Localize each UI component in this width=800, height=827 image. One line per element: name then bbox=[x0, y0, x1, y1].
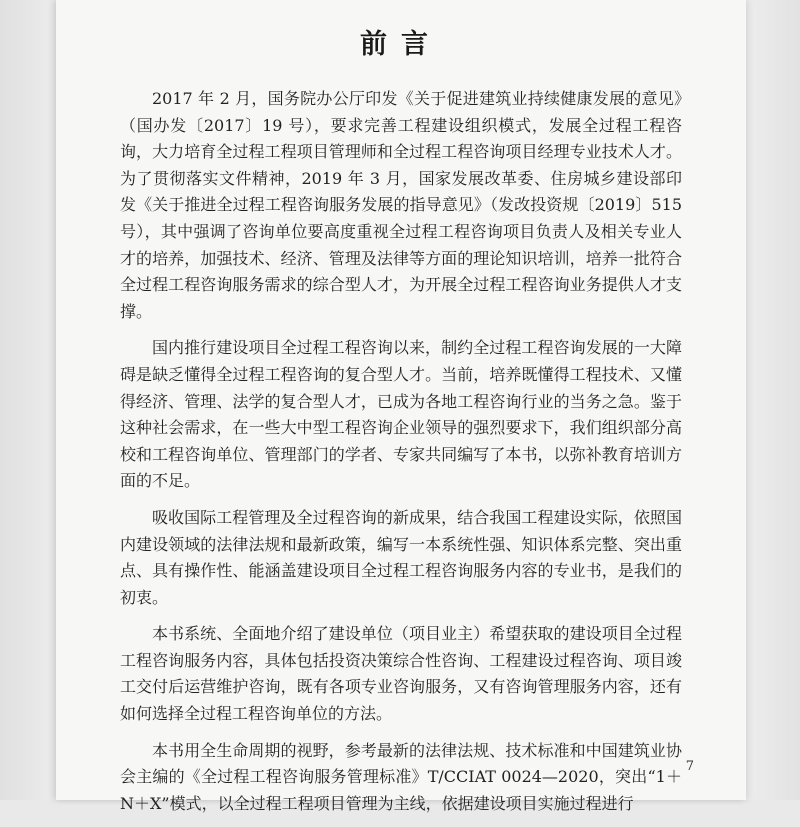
paragraph-4: 本书系统、全面地介绍了建设单位（项目业主）希望获取的建设项目全过程工程咨询服务内容，具体包括投资决策综合性咨询、工程建设过程咨询、项目竣工交付后运营维护咨询，既有各项专业咨询服务，又有咨询管理服务内容，还有如何选择全过程工程咨询单位的方法。 bbox=[120, 624, 682, 724]
document-page bbox=[56, 0, 746, 813]
left-page-margin bbox=[0, 0, 56, 800]
paragraph-3: 吸收国际工程管理及全过程咨询的新成果，结合我国工程建设实际，依照国内建设领域的法律法规和最新政策，编写一本系统性强、知识体系完整、突出重点、具有操作性、能涵盖建设项目全过程工程咨询服务内容的专业书，是我们的初衷。 bbox=[120, 507, 682, 607]
paragraph-2: 国内推行建设项目全过程工程咨询以来，制约全过程工程咨询发展的一大障碍是缺乏懂得全过程工程咨询的复合型人才。当前，培养既懂得工程技术、又懂得经济、管理、法学的复合型人才，已成为各地工程咨询行业的当务之急。鉴于这种社会需求，在一些大中型工程咨询企业领导的强烈要求下，我们组织部分高校和工程咨询单位、管理部门的学者、专家共同编写了本书，以弥补教育培训方面的不足。 bbox=[120, 338, 682, 491]
page-number: 7 bbox=[685, 759, 694, 774]
paragraph-5: 本书用全生命周期的视野，参考最新的法律法规、技术标准和中国建筑业协会主编的《全过程工程咨询服务管理标准》T/CCIAT 0024—2020，突出“1＋N＋X”模式，以全过程工程项目管理为主线，依据建设项目实施过程进行 bbox=[120, 740, 682, 813]
page-title: 前言 bbox=[360, 29, 442, 60]
document-body bbox=[120, 86, 682, 827]
right-page-margin bbox=[746, 0, 800, 800]
paragraph-1: 2017 年 2 月，国务院办公厅印发《关于促进建筑业持续健康发展的意见》（国办发〔2017〕19 号），要求完善工程建设组织模式，发展全过程工程咨询，大力培育全过程工程项目管理师和全过程工程咨询项目经理专业技术人才。为了贯彻落实文件精神，2019 年 3 月，国家发展改革委、住房城乡建设部印发《关于推进全过程工程咨询服务发展的指导意见》（发改投资规〔2019〕515 号），其中强调了咨询单位要高度重视全过程工程咨询项目负责人及相关专业人才的培养，加强技术、经济、管理及法律等方面的理论知识培训，培养一批符合全过程工程咨询服务需求的综合型人才，为开展全过程工程咨询业务提供人才支撑。 bbox=[120, 89, 682, 321]
